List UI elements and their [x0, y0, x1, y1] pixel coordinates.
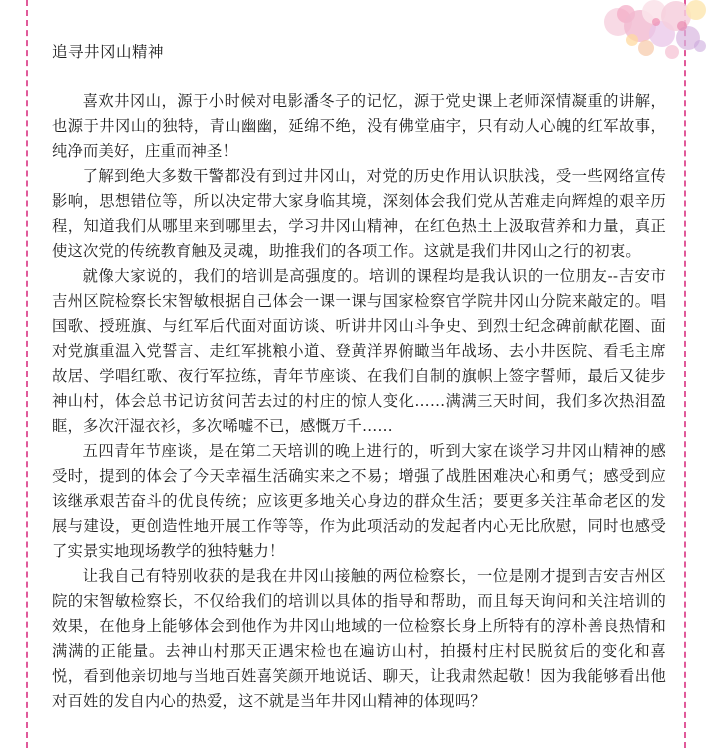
- paragraph-1: 喜欢井冈山，源于小时候对电影潘冬子的记忆，源于党史课上老师深情凝重的讲解，也源于井冈山的独特，青山幽幽，延绵不绝，没有佛堂庙宇，只有动人心魄的红军故事，纯净而美好，庄重而神圣！: [52, 92, 666, 160]
- left-dashed-border: [26, 0, 28, 748]
- paragraph-5: 让我自己有特别收获的是我在井冈山接触的两位检察长，一位是刚才提到吉安吉州区院的宋智敏检察长，不仅给我们的培训以具体的指导和帮助，而且每天询问和关注培训的效果，在他身上能够体会到他作为井冈山地域的一位检察长身上所特有的淳朴善良热情和满满的正能量。去神山村那天正遇宋检也在遍访山村，拍摄村庄村民脱贫后的变化和喜悦，看到他亲切地与当地百姓喜笑颜开地说话、聊天，让我肃然起敬！因为我能够看出他对百姓的发自内心的热爱，这不就是当年井冈山精神的体现吗？: [52, 567, 666, 710]
- document-title: 追寻井冈山精神: [52, 43, 165, 61]
- paragraph-3: 就像大家说的，我们的培训是高强度的。培训的课程均是我认识的一位朋友--吉安市吉州区院检察长宋智敏根据自己体会一课一课与国家检察官学院井冈山分院来敲定的。唱国歌、授班旗、与红军后代面对面访谈、听讲井冈山斗争史、到烈士纪念碑前献花圈、面对党旗重温入党誓言、走红军挑粮小道、登黄洋界俯瞰当年战场、去小井医院、看毛主席故居、学唱红歌、夜行军拉练，青年节座谈、在我们自制的旗帜上签字誓师，最后又徒步神山村，体会总书记访贫问苦去过的村庄的惊人变化……满满三天时间，我们多次热泪盈眶，多次汗湿衣衫，多次唏嘘不已，感慨万千……: [52, 267, 666, 435]
- flower-decoration: [596, 0, 706, 64]
- paragraph-2: 了解到绝大多数干警都没有到过井冈山，对党的历史作用认识肤浅，受一些网络宣传影响，思想错位等，所以决定带大家身临其境，深刻体会我们党从苦难走向辉煌的艰辛历程，知道我们从哪里来到哪里去，学习井冈山精神，在红色热土上汲取营养和力量，真正使这次党的传统教育触及灵魂，助推我们的各项工作。这就是我们井冈山之行的初衷。: [52, 167, 666, 260]
- paragraph-4: 五四青年节座谈，是在第二天培训的晚上进行的，听到大家在谈学习井冈山精神的感受时，提到的体会了今天幸福生活确实来之不易；增强了战胜困难决心和勇气；感受到应该继承艰苦奋斗的优良传统；应该更多地关心身边的群众生活；要更多关注革命老区的发展与建设，更创造性地开展工作等等，作为此项活动的发起者内心无比欣慰，同时也感受了实景实地现场教学的独特魅力！: [52, 442, 666, 560]
- document-body: [52, 89, 666, 714]
- right-dashed-border: [684, 0, 686, 748]
